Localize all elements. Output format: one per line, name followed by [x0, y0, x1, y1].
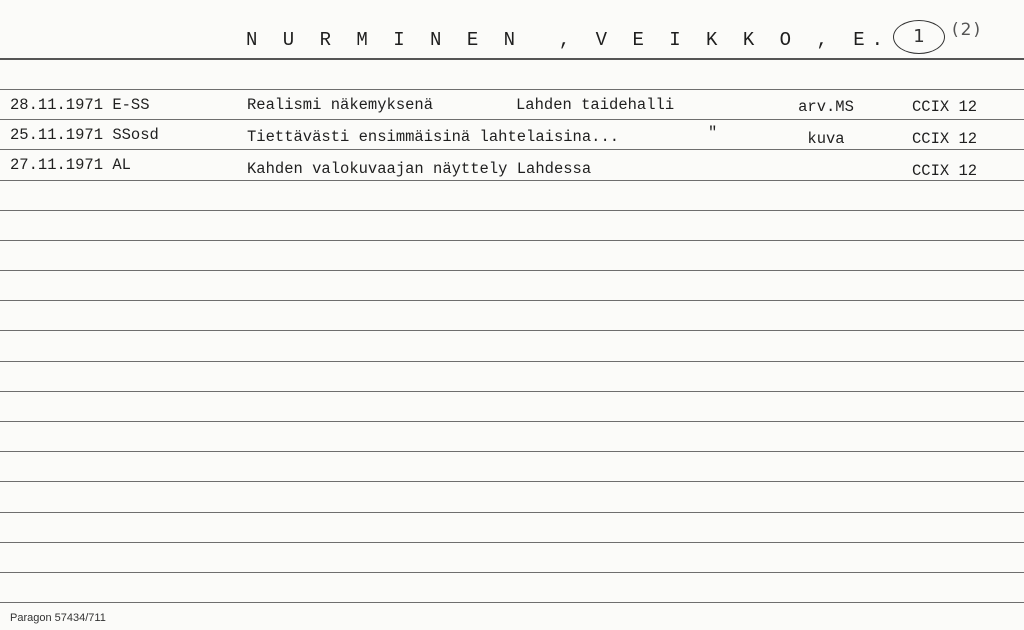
- ruled-line: [0, 361, 1024, 362]
- ruled-line: [0, 240, 1024, 241]
- entry-row: [0, 119, 1024, 149]
- ruled-line: [0, 542, 1024, 543]
- ruled-line: [0, 180, 1024, 181]
- ruled-line: [0, 270, 1024, 271]
- ruled-line: [0, 210, 1024, 211]
- ruled-line: [0, 481, 1024, 482]
- ruled-line: [0, 512, 1024, 513]
- ruled-line: [0, 391, 1024, 392]
- card-total: (2): [952, 20, 983, 40]
- entry-note: arv.MS: [798, 98, 854, 116]
- entry-reference: CCIX 12: [912, 98, 978, 116]
- entry-title: Realismi näkemyksenä: [247, 96, 434, 114]
- entry-row: [0, 149, 1024, 179]
- header-rule: [0, 58, 1024, 60]
- ruled-line: [0, 451, 1024, 452]
- entry-title: Kahden valokuvaajan näyttely Lahdessa: [247, 160, 592, 178]
- entry-date-source: 27.11.1971 AL: [10, 156, 131, 174]
- ruled-line: [0, 572, 1024, 573]
- entry-date-source: 25.11.1971 SSosd: [10, 126, 159, 144]
- entry-date-source: 28.11.1971 E-SS: [10, 96, 150, 114]
- entry-note: kuva: [807, 130, 845, 148]
- entry-place: Lahden taidehalli: [516, 96, 675, 114]
- entry-reference: CCIX 12: [912, 130, 978, 148]
- card-number-circled: 1: [893, 20, 945, 54]
- ruled-line: [0, 300, 1024, 301]
- entry-title: Tiettävästi ensimmäisinä lahtelaisina...: [247, 128, 620, 146]
- ruled-line: [0, 421, 1024, 422]
- entry-ditto-mark: ": [708, 124, 718, 142]
- entry-reference: CCIX 12: [912, 162, 978, 180]
- ruled-line: [0, 602, 1024, 603]
- card-name-header: N U R M I N E N , V E I K K O , E.: [246, 29, 891, 51]
- ruled-line: [0, 330, 1024, 331]
- printer-mark: Paragon 57434/711: [10, 612, 106, 624]
- entry-row: [0, 89, 1024, 119]
